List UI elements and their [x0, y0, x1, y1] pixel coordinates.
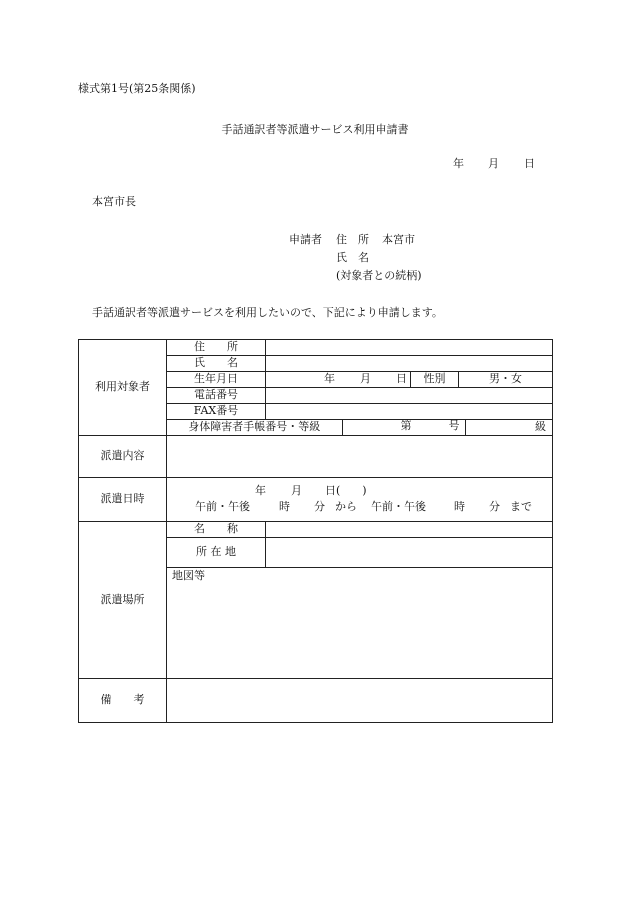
- disability-cert-number-field[interactable]: [342, 420, 465, 435]
- disability-grade-field[interactable]: [465, 420, 552, 435]
- dt-ampm-end: 午前・午後: [371, 500, 426, 513]
- remarks-field[interactable]: [167, 679, 553, 723]
- place-location-field[interactable]: [266, 538, 553, 568]
- dt-year: 年: [255, 484, 266, 497]
- user-name-field[interactable]: [266, 356, 553, 372]
- cert-dai: 第: [400, 419, 412, 432]
- user-phone-label: 電話番号: [167, 388, 266, 404]
- user-birthdate-field[interactable]: [266, 372, 411, 388]
- applicant-label: 申請者: [289, 233, 322, 246]
- date-year: 年: [453, 157, 464, 170]
- dt-min-end: 分: [489, 500, 500, 513]
- place-map-label: 地図等: [172, 569, 205, 582]
- user-fax-label: FAX番号: [167, 404, 266, 420]
- application-table: [78, 339, 553, 723]
- place-map-field[interactable]: [167, 568, 553, 679]
- dt-min-start: 分: [314, 500, 325, 513]
- date-day: 日: [524, 157, 535, 170]
- section-remarks-label: 備 考: [79, 679, 167, 723]
- addressee: 本宮市長: [92, 195, 136, 208]
- dispatch-datetime-field[interactable]: [167, 478, 553, 522]
- place-location-label: 所 在 地: [167, 538, 266, 568]
- dt-from: から: [335, 500, 357, 513]
- section-place-label: 派遣場所: [79, 522, 167, 679]
- cert-kyu: 級: [535, 420, 546, 434]
- disability-cert-label: 身体障害者手帳番号・等級: [167, 420, 342, 435]
- birth-year: 年: [324, 372, 335, 385]
- dt-hour-start: 時: [279, 500, 290, 513]
- gender-label: 性別: [411, 372, 459, 388]
- intro-text: 手話通訳者等派遣サービスを利用したいので、下記により申請します。: [92, 306, 443, 319]
- section-user-label: 利用対象者: [79, 340, 167, 436]
- user-address-field[interactable]: [266, 340, 553, 356]
- place-name-field[interactable]: [266, 522, 553, 538]
- applicant-address-value: 本宮市: [382, 233, 415, 246]
- applicant-address-label: 住 所: [336, 233, 369, 246]
- dt-until: まで: [510, 500, 532, 513]
- section-datetime-label: 派遣日時: [79, 478, 167, 522]
- cert-go: 号: [448, 419, 460, 432]
- dt-hour-end: 時: [454, 500, 465, 513]
- dispatch-content-field[interactable]: [167, 436, 553, 478]
- applicant-relation-note: (対象者との続柄): [336, 269, 422, 282]
- user-name-label: 氏 名: [167, 356, 266, 372]
- user-birthdate-label: 生年月日: [167, 372, 266, 388]
- place-name-label: 名 称: [167, 522, 266, 538]
- dt-ampm-start: 午前・午後: [195, 500, 250, 513]
- form-number: 様式第1号(第25条関係): [78, 82, 196, 95]
- applicant-name-label: 氏 名: [336, 251, 369, 264]
- section-content-label: 派遣内容: [79, 436, 167, 478]
- user-phone-field[interactable]: [266, 388, 553, 404]
- birth-month: 月: [360, 372, 371, 385]
- gender-value[interactable]: 男・女: [459, 372, 553, 388]
- user-address-label: 住 所: [167, 340, 266, 356]
- dt-month: 月: [291, 484, 302, 497]
- birth-day: 日: [396, 372, 407, 385]
- user-fax-field[interactable]: [266, 404, 553, 420]
- date-month: 月: [488, 157, 499, 170]
- document-title: 手話通訳者等派遣サービス利用申請書: [221, 123, 409, 136]
- dt-day: 日( ): [325, 484, 367, 497]
- disability-cert-row: [167, 420, 553, 436]
